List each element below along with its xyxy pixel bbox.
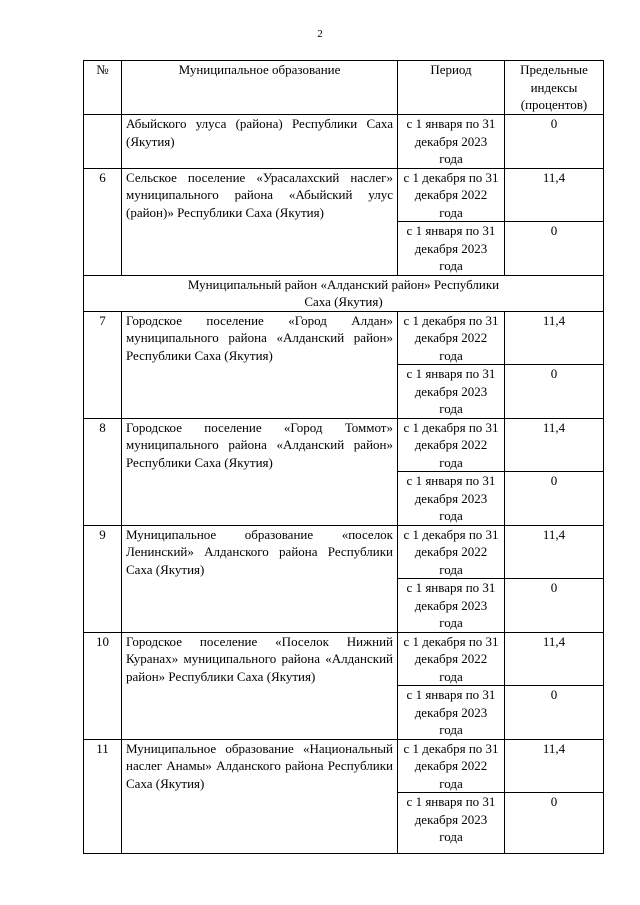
period-cell: с 1 января по 31 декабря 2023 года [398,793,505,854]
index-cell: 11,4 [505,418,604,472]
municipality-name: Городское поселение «Город Алдан» муниципального района «Алданский район» Республики Саха (Якутия) [122,311,398,418]
period-cell: с 1 января по 31 декабря 2023 года [398,115,505,169]
municipality-name: Городское поселение «Город Томмот» муниципального района «Алданский район» Республики Саха (Якутия) [122,418,398,525]
region-row [84,275,604,311]
tariff-index-table [83,60,604,854]
period-cell: с 1 декабря по 31 декабря 2022 года [398,739,505,793]
table-header-row [84,61,604,115]
index-cell: 11,4 [505,632,604,686]
index-cell: 0 [505,686,604,740]
period-cell: с 1 декабря по 31 декабря 2022 года [398,525,505,579]
page-number: 2 [317,28,323,40]
row-number: 6 [84,168,122,275]
row-number: 10 [84,632,122,739]
header-municipality: Муниципальное образование [122,61,398,115]
index-cell: 0 [505,472,604,526]
header-number: № [84,61,122,115]
table-row [84,418,604,472]
row-number: 9 [84,525,122,632]
period-cell: с 1 января по 31 декабря 2023 года [398,365,505,419]
municipality-name: Муниципальное образование «поселок Ленинский» Алданского района Республики Саха (Якутия) [122,525,398,632]
table-row [84,115,604,169]
index-cell: 0 [505,222,604,276]
row-number: 8 [84,418,122,525]
period-cell: с 1 декабря по 31 декабря 2022 года [398,632,505,686]
table-row [84,168,604,222]
municipality-name: Городское поселение «Поселок Нижний Куранах» муниципального района «Алданский район» Республики Саха (Якутия) [122,632,398,739]
header-index: Предельные индексы (процентов) [505,61,604,115]
period-cell: с 1 января по 31 декабря 2023 года [398,686,505,740]
period-cell: с 1 декабря по 31 декабря 2022 года [398,418,505,472]
period-cell: с 1 января по 31 декабря 2023 года [398,472,505,526]
period-cell: с 1 января по 31 декабря 2023 года [398,579,505,633]
index-cell: 11,4 [505,168,604,222]
table-row [84,739,604,793]
index-cell: 11,4 [505,525,604,579]
municipality-name: Муниципальное образование «Национальный наслег Анамы» Алданского района Республики Саха (Якутия) [122,739,398,854]
period-cell: с 1 января по 31 декабря 2023 года [398,222,505,276]
table-row [84,311,604,365]
period-cell: с 1 декабря по 31 декабря 2022 года [398,168,505,222]
index-cell: 11,4 [505,739,604,793]
row-number [84,115,122,169]
region-heading: Муниципальный район «Алданский район» Республики Саха (Якутия) [84,275,604,311]
period-cell: с 1 декабря по 31 декабря 2022 года [398,311,505,365]
index-cell: 0 [505,793,604,854]
table-row [84,632,604,686]
row-number: 7 [84,311,122,418]
index-cell: 0 [505,115,604,169]
index-cell: 0 [505,579,604,633]
header-period: Период [398,61,505,115]
municipality-name: Сельское поселение «Урасалахский наслег» муниципального района «Абыйский улус (район)» Республики Саха (Якутия) [122,168,398,275]
index-cell: 11,4 [505,311,604,365]
table-row [84,525,604,579]
municipality-name: Абыйского улуса (района) Республики Саха (Якутия) [122,115,398,169]
row-number: 11 [84,739,122,854]
index-cell: 0 [505,365,604,419]
